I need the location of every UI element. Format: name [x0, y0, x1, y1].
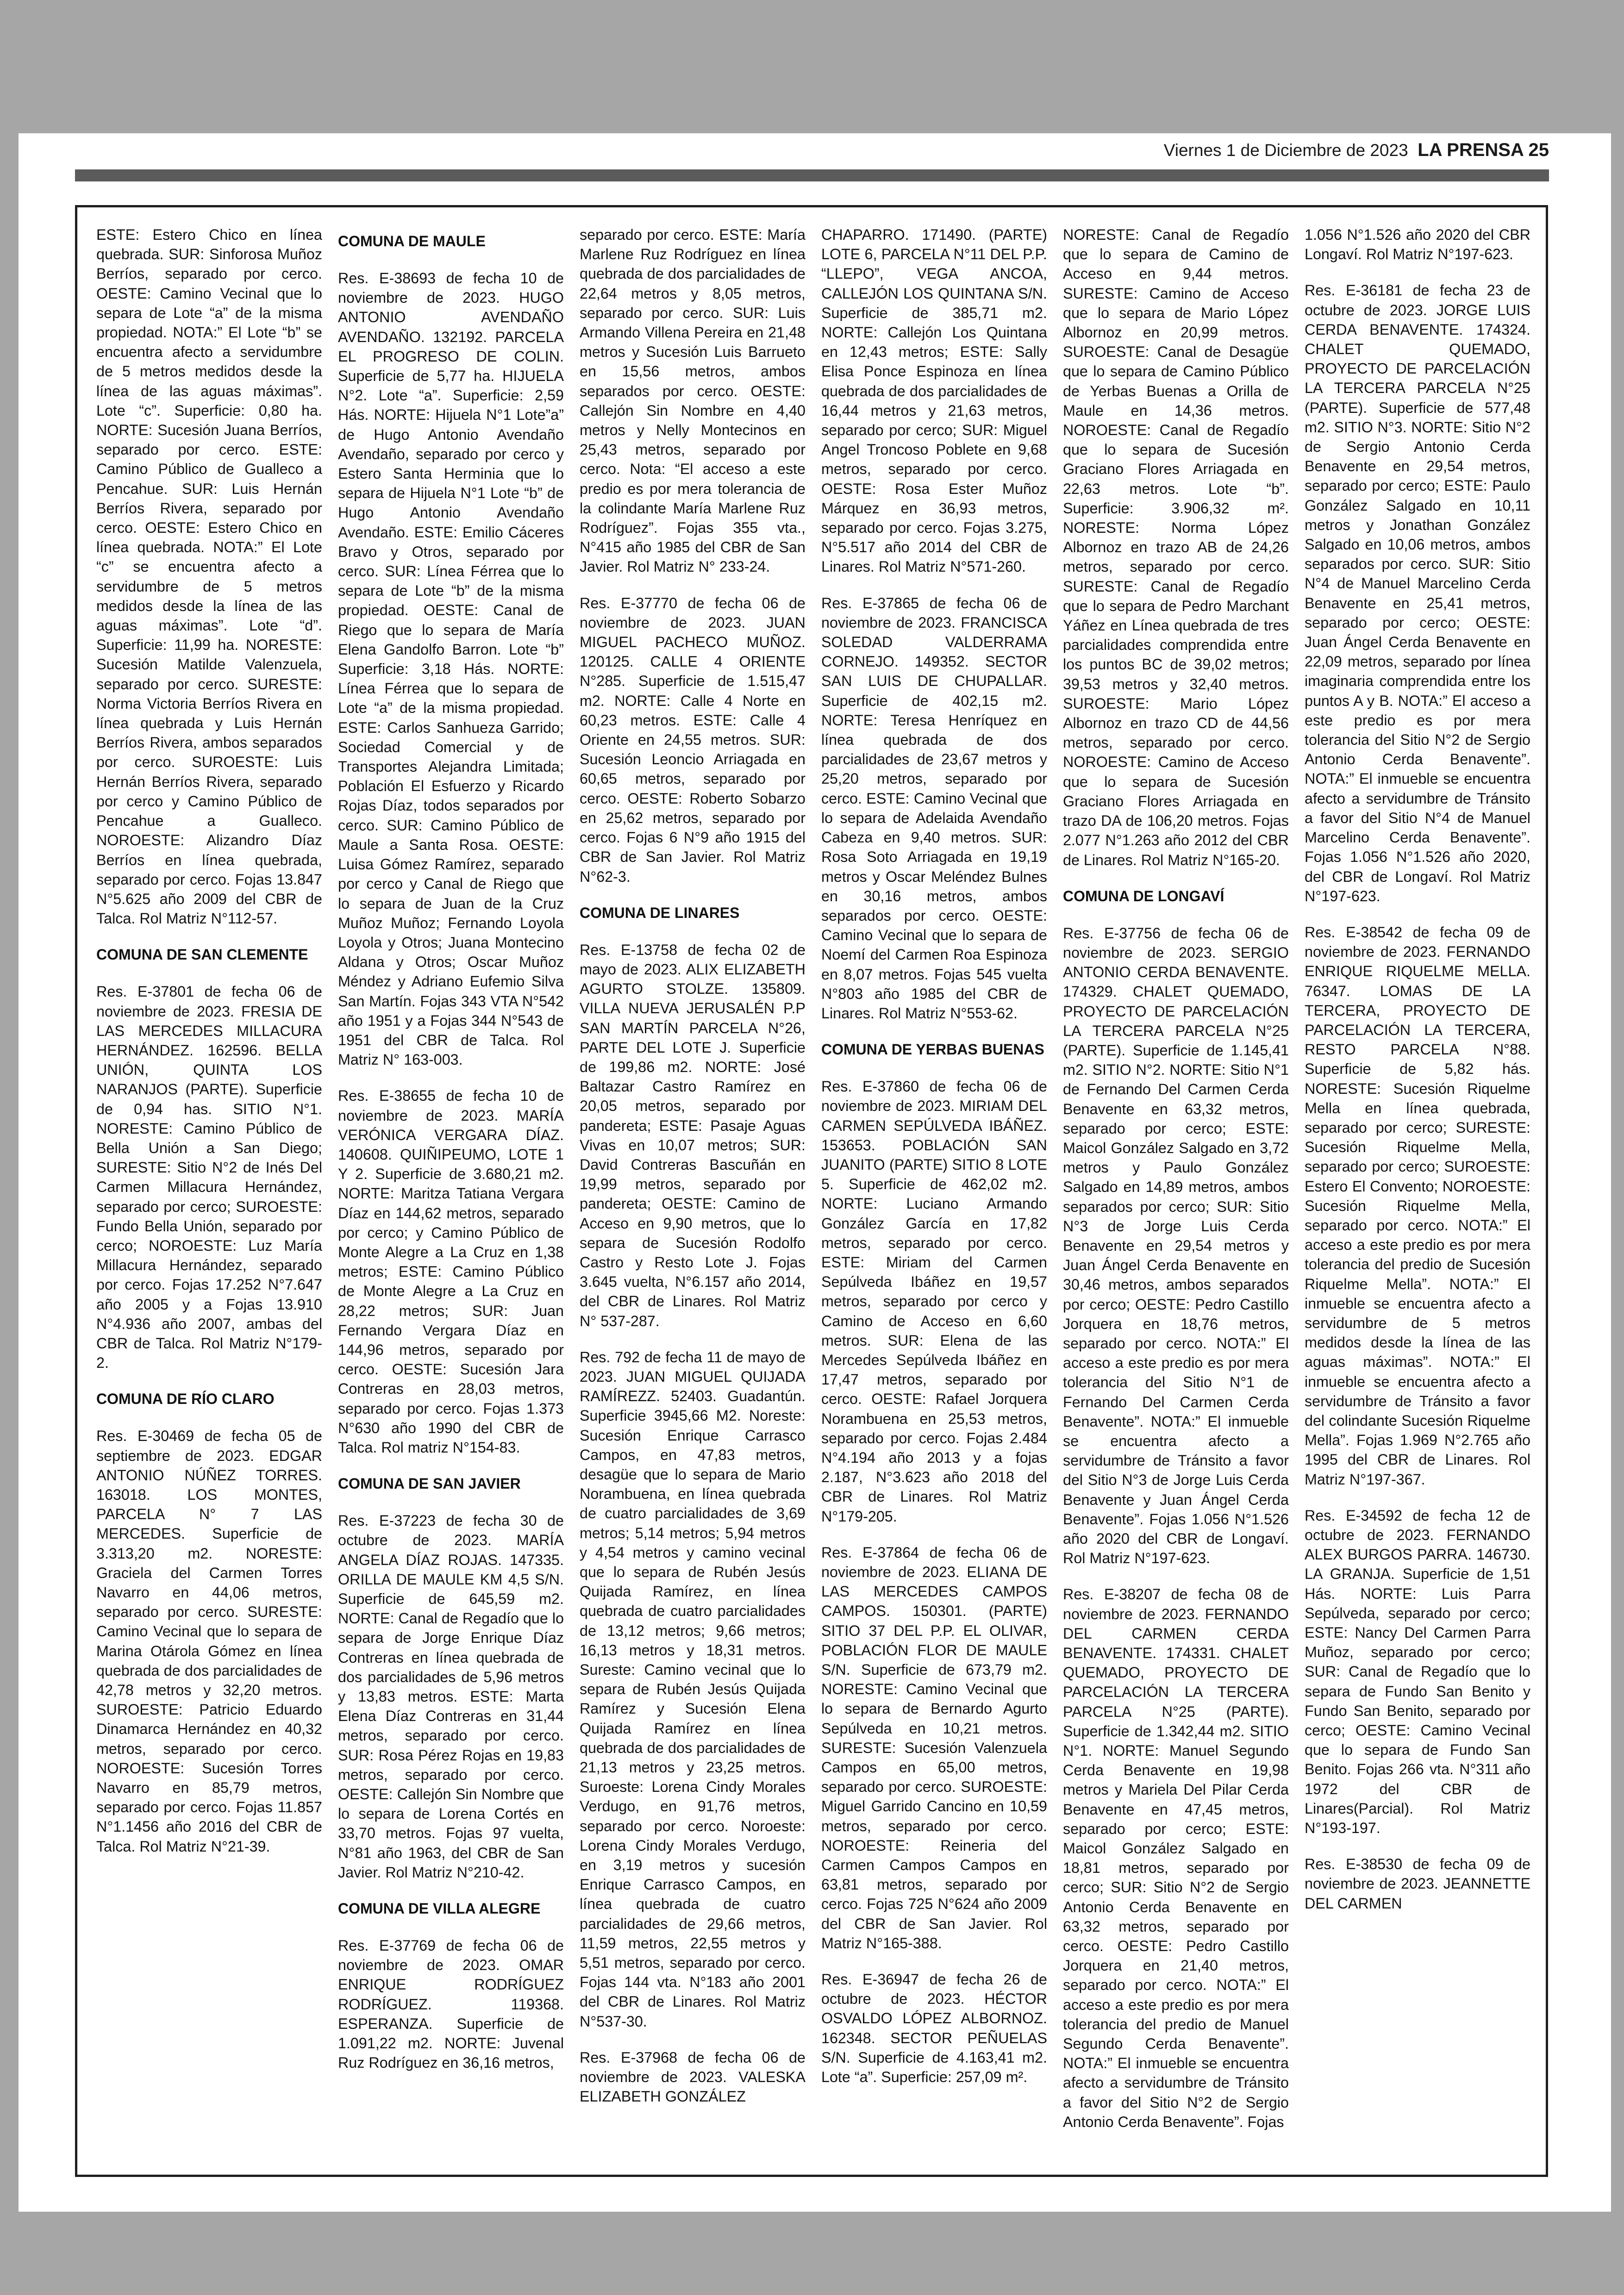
section-heading: COMUNA DE LINARES [580, 904, 740, 921]
notice-paragraph: Res. E-37770 de fecha 06 de noviembre de 2023. JUAN MIGUEL PACHECO MUÑOZ. 120125. CALLE 4 ORIENTE N°285. Superficie de 1.515,47 m2. NORTE: Calle 4 Norte en 60,23 metros. ESTE: Calle 4 Oriente en 24,55 metros. SUR: Sucesión Leoncio Arriagada en 60,65 metros, separado por cerco. OESTE: Roberto Sobarzo en 25,62 metros, separado por cerco. Fojas 6 N°9 año 1915 del CBR de San Javier. Rol Matriz N°62-3. [580, 594, 806, 885]
column-4 [821, 225, 1047, 2160]
notice-paragraph: Res. E-38693 de fecha 10 de noviembre de 2023. HUGO ANTONIO AVENDAÑO AVENDAÑO. 132192. PARCELA EL PROGRESO DE COLIN. Superficie de 5,77 ha. HIJUELA N°2. Lote “a”. Superficie: 2,59 Hás. NORTE: Hijuela N°1 Lote”a” de Hugo Antonio Avendaño Avendaño, separado por cerco y Estero Santa Herminia que lo separa de Hijuela N°1 Lote “b” de Hugo Antonio Avendaño Avendaño. ESTE: Emilio Cáceres Bravo y Otros, separado por cerco. SUR: Línea Férrea que lo separa de Lote “b” de la misma propiedad. OESTE: Canal de Riego que lo separa de María Elena Gandolfo Barron. Lote “b” Superficie: 3,18 Hás. NORTE: Línea Férrea que lo separa de Lote “a” de la misma propiedad. ESTE: Carlos Sanhueza Garrido; Sociedad Comercial y de Transportes Alejandra Limitada; Población El Esfuerzo y Ricardo Rojas Díaz, todos separados por cerco. SUR: Camino Público de Maule a Santa Rosa. OESTE: Luisa Gómez Ramírez, separado por cerco y Canal de Riego que lo separa de Juan de la Cruz Muñoz Muñoz; Fernando Loyola Loyola y Otros; Juana Montecino Aldana y Otros; Oscar Muñoz Méndez y Adriano Eufemio Silva San Martín. Fojas 343 VTA N°542 año 1951 y a Fojas 344 N°543 de 1951 del CBR de Talca. Rol Matriz N° 163-003. [338, 270, 564, 1068]
section-heading: COMUNA DE LONGAVÍ [1063, 887, 1224, 904]
notice-paragraph: Res. E-37801 de fecha 06 de noviembre de 2023. FRESIA DE LAS MERCEDES MILLACURA HERNÁNDEZ. 162596. BELLA UNIÓN, QUINTA LOS NARANJOS (PARTE). Superficie de 0,94 has. SITIO N°1. NORESTE: Camino Público de Bella Unión a San Diego; SURESTE: Sitio N°2 de Inés Del Carmen Millacura Hernández, separado por cerco; SUROESTE: Fundo Bella Unión, separado por cerco; NOROESTE: Luz María Millacura Hernández, separado por cerco. Fojas 17.252 N°7.647 año 2005 y a Fojas 13.910 N°4.936 año 2007, ambas del CBR de Talca. Rol Matriz N°179-2. [96, 983, 322, 1372]
section-heading: COMUNA DE RÍO CLARO [96, 1391, 275, 1408]
text-columns [96, 225, 1531, 2160]
page-header [1164, 140, 1549, 161]
column-3 [580, 225, 806, 2160]
header-date: Viernes 1 de Diciembre de 2023 [1163, 141, 1408, 160]
notice-paragraph: Res. E-34592 de fecha 12 de octubre de 2023. FERNANDO ALEX BURGOS PARRA. 146730. LA GRANJA. Superficie de 1,51 Hás. NORTE: Luis Parra Sepúlveda, separado por cerco; ESTE: Nancy Del Carmen Parra Muñoz, separado por cerco; SUR: Canal de Regadío que lo separa de Fundo San Benito y Fundo San Benito, separado por cerco; OESTE: Camino Vecinal que lo separa de Fundo San Benito. Fojas 266 vta. N°311 año 1972 del CBR de Linares(Parcial). Rol Matriz N°193-197. [1305, 1507, 1530, 1837]
notice-paragraph: Res. E-38530 de fecha 09 de noviembre de 2023. JEANNETTE DEL CARMEN [1305, 1856, 1530, 1912]
notice-paragraph: Res. E-38207 de fecha 08 de noviembre de 2023. FERNANDO DEL CARMEN CERDA BENAVENTE. 174331. CHALET QUEMADO, PROYECTO DE PARCELACIÓN LA TERCERA PARCELA N°25 (PARTE). Superficie de 1.342,44 m2. SITIO N°1. NORTE: Manuel Segundo Cerda Benavente en 19,98 metros y Mariela Del Pilar Cerda Benavente en 47,45 metros, separado por cerco; ESTE: Maicol González Salgado en 18,81 metros, separado por cerco; SUR: Sitio N°2 de Sergio Antonio Cerda Benavente en 63,32 metros, separado por cerco. OESTE: Pedro Castillo Jorquera en 21,40 metros, separado por cerco. NOTA:” El acceso a este predio es por mera tolerancia del predio de Manuel Segundo Cerda Benavente”. NOTA:” El inmueble se encuentra afecto a servidumbre de Tránsito a favor del Sitio N°2 de Sergio Antonio Cerda Benavente”. Fojas [1063, 1586, 1289, 2130]
notice-paragraph: Res. E-38655 de fecha 10 de noviembre de 2023. MARÍA VERÓNICA VERGARA DÍAZ. 140608. QUIÑIPEUMO, LOTE 1 Y 2. Superficie de 3.680,21 m2. NORTE: Maritza Tatiana Vergara Díaz en 144,62 metros, separado por cerco; y Camino Público de Monte Alegre a La Cruz en 1,38 metros; ESTE: Camino Público de Monte Alegre a La Cruz en 28,22 metros; SUR: Juan Fernando Vergara Díaz en 144,96 metros, separado por cerco. OESTE: Sucesión Jara Contreras en 28,03 metros, separado por cerco. Fojas 1.373 N°630 año 1990 del CBR de Talca. Rol matriz N°154-83. [338, 1087, 564, 1456]
column-2 [338, 225, 564, 2160]
notice-paragraph: Res. E-37223 de fecha 30 de octubre de 2023. MARÍA ANGELA DÍAZ ROJAS. 147335. ORILLA DE MAULE KM 4,5 S/N. Superficie de 645,59 m2. NORTE: Canal de Regadío que lo separa de Jorge Enrique Díaz Contreras en línea quebrada de dos parcialidades de 5,96 metros y 13,83 metros. ESTE: Marta Elena Díaz Contreras en 31,44 metros, separado por cerco. SUR: Rosa Pérez Rojas en 19,83 metros, separado por cerco. OESTE: Callejón Sin Nombre que lo separa de Lorena Cortés en 33,70 metros. Fojas 97 vuelta, N°81 año 1963, del CBR de San Javier. Rol Matriz N°210-42. [338, 1512, 564, 1881]
column-1 [96, 225, 322, 2160]
section-heading: COMUNA DE SAN JAVIER [338, 1475, 521, 1492]
column-6 [1305, 225, 1530, 2160]
notice-paragraph: Res. E-37865 de fecha 06 de noviembre de 2023. FRANCISCA SOLEDAD VALDERRAMA CORNEJO. 149352. SECTOR SAN LUIS DE CHUPALLAR. Superficie de 402,15 m2. NORTE: Teresa Henríquez en línea quebrada de dos parcialidades de 23,67 metros y 25,20 metros, separado por cerco. ESTE: Camino Vecinal que lo separa de Adelaida Avendaño Cabeza en 9,40 metros. SUR: Rosa Soto Arriagada en 19,19 metros y Oscar Meléndez Bulnes en 30,16 metros, ambos separados por cerco. OESTE: Camino Vecinal que lo separa de Noemí del Carmen Roa Espinoza en 8,07 metros. Fojas 545 vuelta N°803 año 1985 del CBR de Linares. Rol Matriz N°553-62. [821, 594, 1047, 1022]
notice-paragraph: Res. 792 de fecha 11 de mayo de 2023. JUAN MIGUEL QUIJADA RAMÍREZZ. 52403. Guadantún. Superficie 3945,66 M2. Noreste: Sucesión Enrique Carrasco Campos, en 47,83 metros, desagüe que lo separa de Mario Norambuena, en línea quebrada de cuatro parcialidades de 3,69 metros; 5,14 metros; 5,94 metros y 4,54 metros y camino vecinal que lo separa de Rubén Jesús Quijada Ramírez, en línea quebrada de cuatro parcialidades de 13,12 metros; 9,66 metros; 16,13 metros y 18,31 metros. Sureste: Camino vecinal que lo separa de Rubén Jesús Quijada Ramírez y Sucesión Elena Quijada Ramírez en línea quebrada de dos parcialidades de 21,13 metros y 23,25 metros. Suroeste: Lorena Cindy Morales Verdugo, en 91,76 metros, separado por cerco. Noroeste: Lorena Cindy Morales Verdugo, en 3,19 metros y sucesión Enrique Carrasco Campos, en línea quebrada de cuatro parcialidades de 29,66 metros, 11,59 metros, 22,55 metros y 5,51 metros, separado por cerco. Fojas 144 vta. N°183 año 2001 del CBR de Linares. Rol Matriz N°537-30. [580, 1348, 806, 2030]
section-heading: COMUNA DE MAULE [338, 233, 486, 249]
notice-paragraph: Res. E-36947 de fecha 26 de octubre de 2023. HÉCTOR OSVALDO LÓPEZ ALBORNOZ. 162348. SECTOR PEÑUELAS S/N. Superficie de 4.163,41 m2. Lote “a”. Superficie: 257,09 m². [821, 1971, 1047, 2086]
section-heading: COMUNA DE SAN CLEMENTE [96, 946, 308, 963]
notice-paragraph: Res. E-38542 de fecha 09 de noviembre de 2023. FERNANDO ENRIQUE RIQUELME MELLA. 76347. LOMAS DE LA TERCERA, PROYECTO DE PARCELACIÓN LA TERCERA, RESTO PARCELA N°88. Superficie de 5,82 hás. NORESTE: Sucesión Riquelme Mella en línea quebrada, separado por cerco; SURESTE: Sucesión Riquelme Mella, separado por cerco; SUROESTE: Estero El Convento; NOROESTE: Sucesión Riquelme Mella, separado por cerco. NOTA:” El acceso a este predio es por mera tolerancia del predio de Sucesión Riquelme Mella”. NOTA:” El inmueble se encuentra afecto a servidumbre de 5 metros medidos desde la línea de las aguas máximas”. NOTA:” El inmueble se encuentra afecto a servidumbre de Tránsito a favor del colindante Sucesión Riquelme Mella”. Fojas 1.969 N°2.765 año 1995 del CBR de Linares. Rol Matriz N°197-367. [1305, 923, 1530, 1488]
notice-paragraph: Res. E-37756 de fecha 06 de noviembre de 2023. SERGIO ANTONIO CERDA BENAVENTE. 174329. CHALET QUEMADO, PROYECTO DE PARCELACIÓN LA TERCERA PARCELA N°25 (PARTE). Superficie de 1.145,41 m2. SITIO N°2. NORTE: Sitio N°1 de Fernando Del Carmen Cerda Benavente en 63,32 metros, separado por cerco; ESTE: Maicol González Salgado en 3,72 metros y Paulo González Salgado en 14,89 metros, ambos separados por cerco; SUR: Sitio N°3 de Jorge Luis Cerda Benavente en 29,54 metros y Juan Ángel Cerda Benavente en 30,46 metros, ambos separados por cerco; OESTE: Pedro Castillo Jorquera en 18,76 metros, separado por cerco. NOTA:” El acceso a este predio es por mera tolerancia del Sitio N°1 de Fernando Del Carmen Cerda Benavente”. NOTA:” El inmueble se encuentra afecto a servidumbre de Tránsito a favor del Sitio N°3 de Jorge Luis Cerda Benavente y Juan Ángel Cerda Benavente”. Fojas 1.056 N°1.526 año 2020 del CBR de Longaví. Rol Matriz N°197-623. [1063, 924, 1289, 1567]
notice-paragraph: Res. E-13758 de fecha 02 de mayo de 2023. ALIX ELIZABETH AGURTO STOLZE. 135809. VILLA NUEVA JERUSALÉN P.P SAN MARTÍN PARCELA N°26, PARTE DEL LOTE J. Superficie de 199,86 m2. NORTE: José Baltazar Castro Ramírez en 20,05 metros, separado por pandereta; ESTE: Pasaje Aguas Vivas en 10,07 metros; SUR: David Contreras Bascuñán en 19,99 metros, separado por pandereta; OESTE: Camino de Acceso en 9,90 metros, que lo separa de Sucesión Rodolfo Castro y Resto Lote J. Fojas 3.645 vuelta, N°6.157 año 2014, del CBR de Linares. Rol Matriz N° 537-287. [580, 941, 806, 1329]
notice-paragraph: Res. E-36181 de fecha 23 de octubre de 2023. JORGE LUIS CERDA BENAVENTE. 174324. CHALET QUEMADO, PROYECTO DE PARCELACIÓN LA TERCERA PARCELA N°25 (PARTE). Superficie de 577,48 m2. SITIO N°3. NORTE: Sitio N°2 de Sergio Antonio Cerda Benavente en 29,54 metros, separado por cerco; ESTE: Paulo González Salgado en 10,11 metros y Jonathan González Salgado en 10,06 metros, ambos separados por cerco. SUR: Sitio N°4 de Manuel Marcelino Cerda Benavente en 25,41 metros, separado por cerco; OESTE: Juan Ángel Cerda Benavente en 22,09 metros, separado por línea imaginaria comprendida entre los puntos A y B. NOTA:” El acceso a este predio es por mera tolerancia del Sitio N°2 de Sergio Antonio Cerda Benavente”. NOTA:” El inmueble se encuentra afecto a servidumbre de Tránsito a favor del Sitio N°4 de Manuel Marcelino Cerda Benavente”. Fojas 1.056 N°1.526 año 2020, del CBR de Longaví. Rol Matriz N°197-623. [1305, 282, 1530, 904]
notice-frame [75, 205, 1548, 2177]
section-heading: COMUNA DE YERBAS BUENAS [821, 1041, 1044, 1058]
section-heading: COMUNA DE VILLA ALEGRE [338, 1900, 541, 1917]
notice-paragraph: ESTE: Estero Chico en línea quebrada. SUR: Sinforosa Muñoz Berríos, separado por cerco. OESTE: Camino Vecinal que lo separa de Lote “a” de la misma propiedad. NOTA:” El Lote “b” se encuentra afecto a servidumbre de 5 metros medidos desde la línea de las aguas máximas”. Lote “c”. Superficie: 0,80 ha. NORTE: Sucesión Juana Berríos, separado por cerco. ESTE: Camino Público de Gualleco a Pencahue. SUR: Luis Hernán Berríos Rivera, separado por cerco. OESTE: Estero Chico en línea quebrada. NOTA:” El Lote “c” se encuentra afecto a servidumbre de 5 metros medidos desde la línea de las aguas máximas”. Lote “d”. Superficie: 11,99 ha. NORESTE: Sucesión Matilde Valenzuela, separado por cerco. SURESTE: Norma Victoria Berríos Rivera en línea quebrada y Luis Hernán Berríos Rivera, ambos separados por cerco. SUROESTE: Luis Hernán Berríos Rivera, separado por cerco y Camino Público de Pencahue a Gualleco. NOROESTE: Alizandro Díaz Berríos en línea quebrada, separado por cerco. Fojas 13.847 N°5.625 año 2009 del CBR de Talca. Rol Matriz N°112-57. [96, 226, 322, 927]
column-5 [1063, 225, 1289, 2160]
notice-paragraph: 1.056 N°1.526 año 2020 del CBR Longaví. Rol Matriz N°197-623. [1305, 226, 1530, 263]
header-rule [75, 169, 1549, 181]
notice-paragraph: Res. E-37860 de fecha 06 de noviembre de 2023. MIRIAM DEL CARMEN SEPÚLVEDA IBÁÑEZ. 153653. POBLACIÓN SAN JUANITO (PARTE) SITIO 8 LOTE 5. Superficie de 462,02 m2. NORTE: Luciano Armando González García en 17,82 metros, separado por cerco. ESTE: Miriam del Carmen Sepúlveda Ibáñez en 19,57 metros, separado por cerco y Camino de Acceso en 6,60 metros. SUR: Elena de las Mercedes Sepúlveda Ibáñez en 17,47 metros, separado por cerco. OESTE: Rafael Jorquera Norambuena en 25,53 metros, separado por cerco. Fojas 2.484 N°4.194 año 2013 y a fojas 2.187, N°3.623 año 2018 del CBR de Linares. Rol Matriz N°179-205. [821, 1078, 1047, 1525]
notice-paragraph: Res. E-37968 de fecha 06 de noviembre de 2023. VALESKA ELIZABETH GONZÁLEZ [580, 2049, 806, 2105]
header-paper-page: LA PRENSA 25 [1418, 140, 1549, 160]
notice-paragraph: Res. E-37769 de fecha 06 de noviembre de 2023. OMAR ENRIQUE RODRÍGUEZ RODRÍGUEZ. 119368. ESPERANZA. Superficie de 1.091,22 m2. NORTE: Juvenal Ruz Rodríguez en 36,16 metros, [338, 1937, 564, 2071]
notice-paragraph: separado por cerco. ESTE: María Marlene Ruz Rodríguez en línea quebrada de dos parcialidades de 22,64 metros y 8,05 metros, separado por cerco. SUR: Luis Armando Villena Pereira en 21,48 metros y Sucesión Luis Barrueto en 15,56 metros, ambos separados por cerco. OESTE: Callejón Sin Nombre en 4,40 metros y Nelly Montecinos en 25,43 metros, separado por cerco. Nota: “El acceso a este predio es por mera tolerancia de la colindante María Marlene Ruz Rodríguez”. Fojas 355 vta., N°415 año 1985 del CBR de San Javier. Rol Matriz N° 233-24. [580, 226, 806, 575]
notice-paragraph: NORESTE: Canal de Regadío que lo separa de Camino de Acceso en 9,44 metros. SURESTE: Camino de Acceso que lo separa de Mario López Albornoz en 20,99 metros. SUROESTE: Canal de Desagüe que lo separa de Camino Público de Yerbas Buenas a Orilla de Maule en 14,36 metros. NOROESTE: Canal de Regadío que lo separa de Sucesión Graciano Flores Arriagada en 22,63 metros. Lote “b”. Superficie: 3.906,32 m². NORESTE: Norma López Albornoz en trazo AB de 24,26 metros, separado por cerco. SURESTE: Canal de Regadío que lo separa de Pedro Marchant Yáñez en Línea quebrada de tres parcialidades comprendida entre los puntos BC de 39,02 metros; 39,53 metros y 32,40 metros. SUROESTE: Mario López Albornoz en trazo CD de 44,56 metros, separado por cerco. NOROESTE: Camino de Acceso que lo separa de Sucesión Graciano Flores Arriagada en trazo DA de 106,20 metros. Fojas 2.077 N°1.263 año 2012 del CBR de Linares. Rol Matriz N°165-20. [1063, 226, 1289, 868]
notice-paragraph: Res. E-37864 de fecha 06 de noviembre de 2023. ELIANA DE LAS MERCEDES CAMPOS CAMPOS. 150301. (PARTE) SITIO 37 DEL P.P. EL OLIVAR, POBLACIÓN FLOR DE MAULE S/N. Superficie de 673,79 m2. NORESTE: Camino Vecinal que lo separa de Bernardo Agurto Sepúlveda en 10,21 metros. SURESTE: Sucesión Valenzuela Campos en 65,00 metros, separado por cerco. SUROESTE: Miguel Garrido Cancino en 10,59 metros, separado por cerco. NOROESTE: Reineria del Carmen Campos Campos en 63,81 metros, separado por cerco. Fojas 725 N°624 año 2009 del CBR de San Javier. Rol Matriz N°165-388. [821, 1544, 1047, 1952]
notice-paragraph: CHAPARRO. 171490. (PARTE) LOTE 6, PARCELA N°11 DEL P.P. “LLEPO”, VEGA ANCOA, CALLEJÓN LOS QUINTANA S/N. Superficie de 385,71 m2. NORTE: Callejón Los Quintana en 12,43 metros; ESTE: Sally Elisa Ponce Espinoza en línea quebrada de dos parcialidades de 16,44 metros y 21,63 metros, separado por cerco; SUR: Miguel Angel Troncoso Poblete en 9,68 metros, separado por cerco. OESTE: Rosa Ester Muñoz Márquez en 36,93 metros, separado por cerco. Fojas 3.275, N°5.517 año 2014 del CBR de Linares. Rol Matriz N°571-260. [821, 226, 1047, 575]
notice-paragraph: Res. E-30469 de fecha 05 de septiembre de 2023. EDGAR ANTONIO NÚÑEZ TORRES. 163018. LOS MONTES, PARCELA N° 7 LAS MERCEDES. Superficie de 3.313,20 m2. NORESTE: Graciela del Carmen Torres Navarro en 44,06 metros, separado por cerco. SURESTE: Camino Vecinal que lo separa de Marina Otárola Gómez en línea quebrada de dos parcialidades de 42,78 metros y 32,20 metros. SUROESTE: Patricio Eduardo Dinamarca Hernández en 40,32 metros, separado por cerco. NOROESTE: Sucesión Torres Navarro en 85,79 metros, separado por cerco. Fojas 11.857 N°1.1456 año 2016 del CBR de Talca. Rol Matriz N°21-39. [96, 1428, 322, 1855]
